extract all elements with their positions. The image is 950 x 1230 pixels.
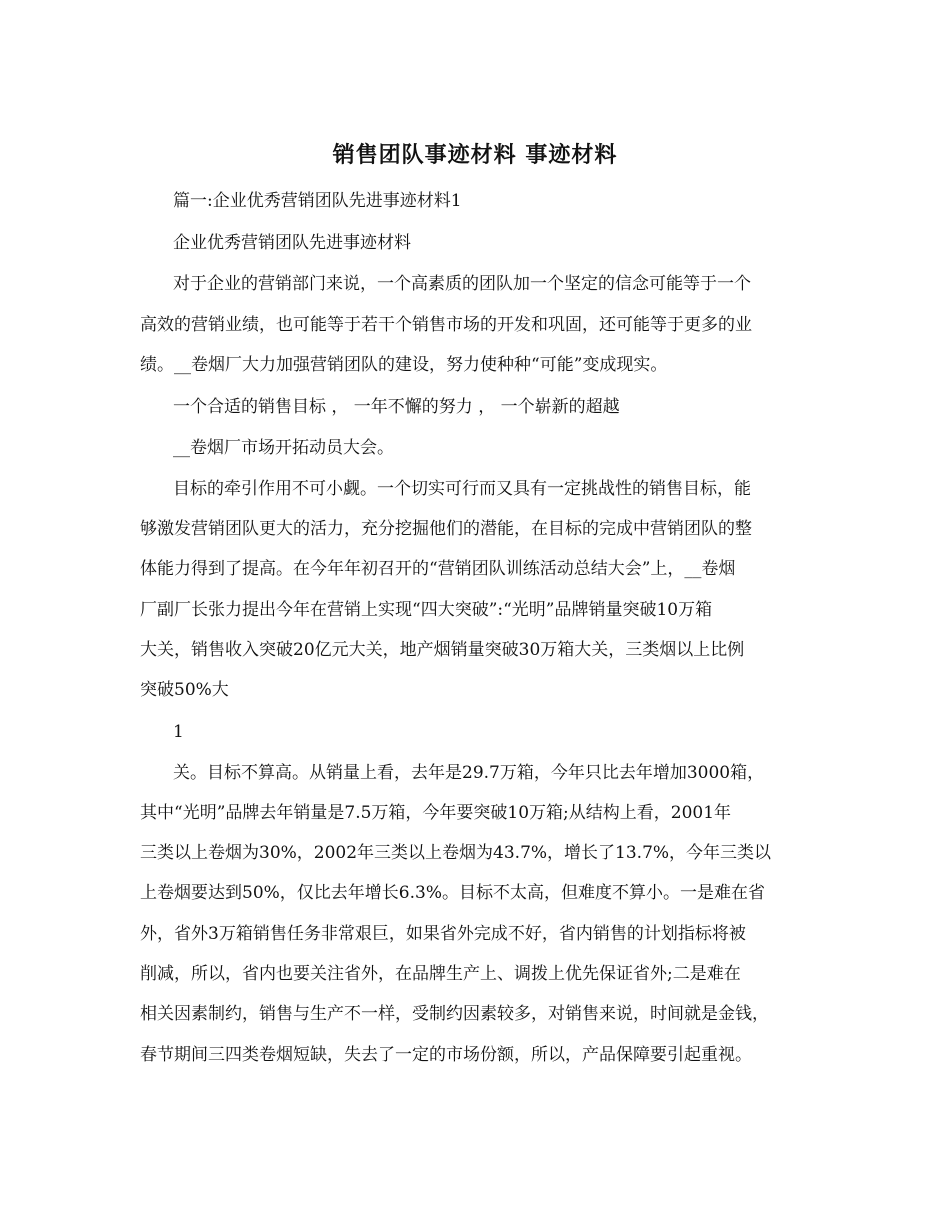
- paragraph-line: 对于企业的营销部门来说，一个高素质的团队加一个坚定的信念可能等于一个: [173, 274, 751, 294]
- section-heading: 篇一:企业优秀营销团队先进事迹材料1: [173, 191, 462, 211]
- paragraph-line: 关。目标不算高。从销量上看，去年是29.7万箱，今年只比去年增加3000箱，: [173, 763, 765, 783]
- slogan-line: 一个合适的销售目标 ， 一年不懈的努力 ， 一个崭新的超越: [173, 397, 620, 417]
- paragraph-line: 其中“光明”品牌去年销量是7.5万箱，今年要突破10万箱;从结构上看，2001年: [140, 803, 732, 823]
- paragraph-line: __卷烟厂市场开拓动员大会。: [173, 438, 394, 458]
- document-title: 销售团队事迹材料 事迹材料: [332, 142, 618, 168]
- paragraph-line: 上卷烟要达到50%，仅比去年增长6.3%。目标不太高，但难度不算小。一是难在省: [140, 883, 765, 903]
- paragraph-line: 外，省外3万箱销售任务非常艰巨，如果省外完成不好，省内销售的计划指标将被: [140, 924, 746, 944]
- paragraph-line: 体能力得到了提高。在今年年初召开的“营销团队训练活动总结大会”上，__卷烟: [140, 559, 736, 579]
- paragraph-line: 大关，销售收入突破20亿元大关，地产烟销量突破30万箱大关，三类烟以上比例: [140, 640, 745, 660]
- paragraph-line: 厂副厂长张力提出今年在营销上实现“四大突破”:“光明”品牌销量突破10万箱: [140, 600, 713, 620]
- paragraph-line: 相关因素制约，销售与生产不一样，受制约因素较多，对销售来说，时间就是金钱，: [140, 1004, 769, 1024]
- paragraph-line: 三类以上卷烟为30%，2002年三类以上卷烟为43.7%，增长了13.7%，今年三类以: [140, 843, 772, 863]
- paragraph-line: 目标的牵引作用不可小觑。一个切实可行而又具有一定挑战性的销售目标，能: [173, 479, 751, 499]
- paragraph-line: 绩。__卷烟厂大力加强营销团队的建设，努力使种种“可能”变成现实。: [140, 355, 668, 375]
- paragraph-line: 够激发营销团队更大的活力，充分挖掘他们的潜能，在目标的完成中营销团队的整: [140, 519, 752, 539]
- paragraph-line: 突破50%大: [140, 680, 229, 700]
- subtitle-line: 企业优秀营销团队先进事迹材料: [173, 233, 411, 253]
- paragraph-line: 高效的营销业绩，也可能等于若干个销售市场的开发和巩固，还可能等于更多的业: [140, 315, 752, 335]
- paragraph-line: 削减，所以，省内也要关注省外，在品牌生产上、调拨上优先保证省外;二是难在: [140, 964, 741, 984]
- paragraph-line: 春节期间三四类卷烟短缺，失去了一定的市场份额，所以，产品保障要引起重视。: [140, 1045, 752, 1065]
- page-number: 1: [173, 722, 184, 742]
